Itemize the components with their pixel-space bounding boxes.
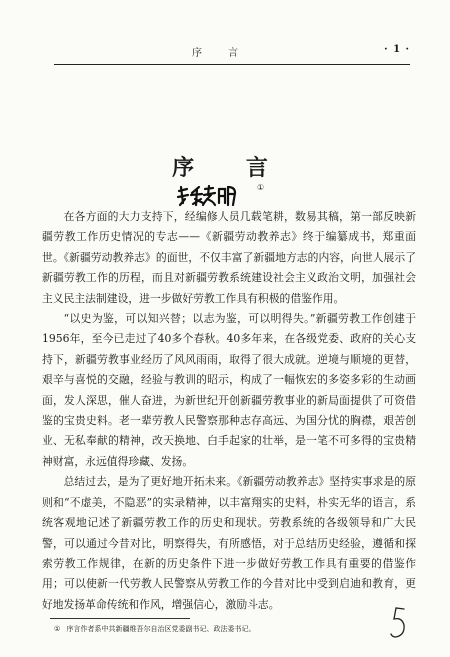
- running-head: [54, 42, 410, 62]
- paragraph: 总结过去，是为了更好地开拓未来。《新疆劳动教养志》坚持实事求是的原则和“不虚美，不隐恶”的实录精神，以丰富翔实的史料，朴实无华的语言，系统客观地记述了新疆劳教工作的历史和现状。劳教系统的各级领导和广大民警，可以通过今昔对比，明察得失，有所感悟，对于总结历史经验，遵循和探索劳教工作规律，在新的历史条件下进一步做好劳教工作具有重要的借鉴作用；可以使新一代劳教人民警察从劳教工作的今昔对比中受到启迪和教育，更好地发扬革命传统和作风，增强信心，激励斗志。: [42, 475, 416, 611]
- handwritten-signature: [175, 183, 255, 209]
- handwritten-page-mark: [388, 605, 410, 641]
- body-text: [42, 207, 416, 615]
- page-title: 序 言: [172, 155, 290, 181]
- paragraph: 在各方面的大力支持下，经编修人员几载笔耕，数易其稿，第一部反映新疆劳教工作历史情况的专志——《新疆劳动教养志》终于编纂成书，郑重面世。《新疆劳动教养志》的面世，不仅丰富了新疆地方志的内容，向世人展示了新疆劳教工作的历程，而且对新疆劳教系统建设社会主义政治文明，加强社会主义民主法制建设，进一步做好劳教工作具有积极的借鉴作用。: [42, 210, 416, 305]
- footnote-rule: [50, 618, 190, 619]
- author-footnote-marker: ①: [257, 183, 265, 192]
- header-rule: [54, 64, 410, 65]
- page-number: · 1 ·: [384, 44, 410, 55]
- paragraph: “以史为鉴，可以知兴替；以志为鉴，可以明得失。”新疆劳教工作创建于1956年，至今已走过了40多个春秋。40多年来，在各级党委、政府的关心支持下，新疆劳教事业经历了风风雨雨，取得了很大成就。逆境与顺境的更替，艰辛与喜悦的交融，经验与教训的昭示，构成了一幅恢宏的多姿多彩的生动画面，发人深思，催人奋进，为新世纪开创新疆劳教事业的新局面提供了可资借鉴的宝贵史料。老一辈劳教人民警察那种志存高远、为国分忧的胸襟，艰苦创业、无私奉献的精神，改天换地、白手起家的壮举，是一笔不可多得的宝贵精神财富，永远值得珍藏、发扬。: [42, 312, 416, 468]
- footnote-marker: ①: [54, 625, 61, 633]
- footnote-text: 序言作者系中共新疆维吾尔自治区党委副书记、政法委书记。: [66, 625, 256, 633]
- footnote: [54, 624, 414, 634]
- running-title: 序 言: [192, 48, 246, 59]
